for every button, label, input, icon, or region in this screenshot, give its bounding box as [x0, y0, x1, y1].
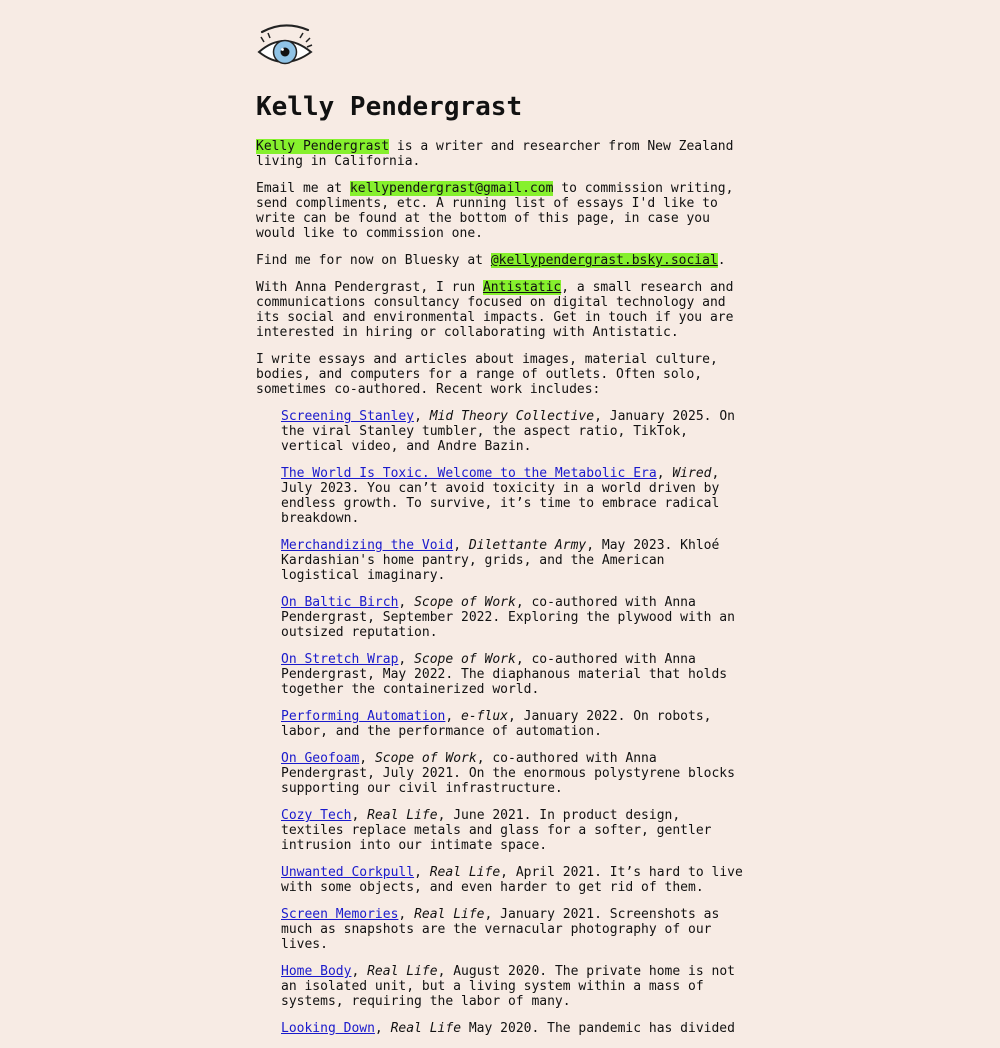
- work-description: , May 2023. Khloé Kardashian's home pantry, grids, and the American logistical imaginary.: [281, 538, 720, 583]
- antistatic-suffix: , a small research and communications consultancy focused on digital technology and its social and environmental impacts. Get in touch if you are interested in hiring or collaborating with Antistatic.: [256, 280, 734, 340]
- work-link[interactable]: Cozy Tech: [281, 808, 352, 823]
- work-link[interactable]: Screen Memories: [281, 907, 399, 922]
- name-highlight: Kelly Pendergrast: [256, 139, 390, 154]
- work-outlet: e-flux: [461, 709, 508, 724]
- work-description: , August 2020. The private home is not an isolated unit, but a living system within a mass of systems, requiring the labor of many.: [281, 964, 735, 1009]
- work-outlet: Wired: [672, 466, 712, 481]
- work-link[interactable]: Unwanted Corkpull: [281, 865, 415, 880]
- bluesky-paragraph: [256, 253, 746, 268]
- work-outlet: Scope of Work: [414, 595, 516, 610]
- work-description: , January 2022. On robots, labor, and the performance of automation.: [281, 709, 712, 739]
- work-link[interactable]: Merchandizing the Void: [281, 538, 454, 553]
- work-link[interactable]: On Geofoam: [281, 751, 360, 766]
- intro-paragraph: [256, 139, 746, 169]
- list-item: The World Is Toxic. Welcome to the Metabolic Era, Wired, July 2023. You can’t avoid toxicity in a world driven by endless growth. To survive, it’s time to embrace radical breakdown.: [281, 466, 720, 526]
- work-outlet: Scope of Work: [414, 652, 516, 667]
- work-description: May 2020. The pandemic has divided: [461, 1021, 735, 1036]
- email-paragraph: [256, 181, 746, 241]
- list-item: Home Body, Real Life, August 2020. The private home is not an isolated unit, but a living system within a mass of systems, requiring the labor of many.: [281, 964, 735, 1009]
- main-content: [256, 139, 746, 1048]
- bluesky-link[interactable]: @kellypendergrast.bsky.social: [490, 253, 718, 268]
- work-description: , June 2021. In product design, textiles replace metals and glass for a softer, gentler intrusion into our intimate space.: [281, 808, 712, 853]
- work-description: , co-authored with Anna Pendergrast, July 2021. On the enormous polystyrene blocks supporting our civil infrastructure.: [281, 751, 735, 796]
- antistatic-prefix: With Anna Pendergrast, I run: [256, 280, 483, 295]
- intro-text: is a writer and researcher from New Zealand living in California.: [256, 139, 734, 169]
- list-item: Unwanted Corkpull, Real Life, April 2021. It’s hard to live with some objects, and even harder to get rid of them.: [281, 865, 743, 895]
- work-outlet: Dilettante Army: [468, 538, 587, 553]
- list-item: Performing Automation, e-flux, January 2022. On robots, labor, and the performance of automation.: [281, 709, 712, 739]
- work-outlet: Real Life: [414, 907, 485, 922]
- work-description: , co-authored with Anna Pendergrast, September 2022. Exploring the plywood with an outsized reputation.: [281, 595, 735, 640]
- work-link[interactable]: On Baltic Birch: [281, 595, 399, 610]
- email-link[interactable]: kellypendergrast@gmail.com: [349, 181, 554, 196]
- work-outlet: Mid Theory Collective: [429, 409, 595, 424]
- list-item: Screening Stanley, Mid Theory Collective, January 2025. On the viral Stanley tumbler, the aspect ratio, TikTok, vertical video, and Andre Bazin.: [281, 409, 735, 454]
- essays-intro: I write essays and articles about images, material culture, bodies, and computers for a range of outlets. Often solo, sometimes co-authored. Recent work includes:: [256, 352, 718, 397]
- email-prefix: Email me at: [256, 181, 350, 196]
- bluesky-suffix: .: [717, 253, 726, 268]
- email-suffix: to commission writing, send compliments, etc. A running list of essays I'd like to write can be found at the bottom of this page, in case you would like to commission one.: [256, 181, 734, 241]
- work-outlet: Scope of Work: [374, 751, 477, 766]
- list-item: Cozy Tech, Real Life, June 2021. In product design, textiles replace metals and glass for a softer, gentler intrusion into our intimate space.: [281, 808, 712, 853]
- antistatic-link[interactable]: Antistatic: [482, 280, 562, 295]
- work-link[interactable]: Performing Automation: [281, 709, 446, 724]
- work-description: , January 2025. On the viral Stanley tumbler, the aspect ratio, TikTok, vertical video, and Andre Bazin.: [281, 409, 735, 454]
- antistatic-paragraph: [256, 280, 746, 340]
- work-link[interactable]: The World Is Toxic. Welcome to the Metabolic Era: [281, 466, 657, 481]
- work-link[interactable]: Screening Stanley: [281, 409, 415, 424]
- list-item: Looking Down, Real Life May 2020. The pandemic has divided: [281, 1021, 735, 1036]
- work-outlet: Real Life: [367, 964, 438, 979]
- works-list: [256, 409, 746, 1036]
- page-title: Kelly Pendergrast: [256, 92, 523, 122]
- list-item: Merchandizing the Void, Dilettante Army, May 2023. Khloé Kardashian's home pantry, grids, and the American logistical imaginary.: [281, 538, 720, 583]
- eye-icon: [256, 22, 314, 70]
- list-item: On Baltic Birch, Scope of Work, co-authored with Anna Pendergrast, September 2022. Exploring the plywood with an outsized reputation.: [281, 595, 735, 640]
- work-link[interactable]: Looking Down: [281, 1021, 375, 1036]
- work-description: , July 2023. You can’t avoid toxicity in a world driven by endless growth. To survive, it’s time to embrace radical breakdown.: [281, 466, 720, 526]
- work-link[interactable]: Home Body: [281, 964, 352, 979]
- list-item: Screen Memories, Real Life, January 2021. Screenshots as much as snapshots are the vernacular photography of our lives.: [281, 907, 720, 952]
- bluesky-prefix: Find me for now on Bluesky at: [256, 253, 491, 268]
- work-description: , co-authored with Anna Pendergrast, May 2022. The diaphanous material that holds together the containerized world.: [281, 652, 728, 697]
- work-description: , April 2021. It’s hard to live with some objects, and even harder to get rid of them.: [281, 865, 743, 895]
- list-item: On Stretch Wrap, Scope of Work, co-authored with Anna Pendergrast, May 2022. The diaphanous material that holds together the containerized world.: [281, 652, 728, 697]
- work-outlet: Real Life: [429, 865, 501, 880]
- work-description: , January 2021. Screenshots as much as snapshots are the vernacular photography of our lives.: [281, 907, 720, 952]
- work-outlet: Real Life: [390, 1021, 462, 1036]
- work-outlet: Real Life: [367, 808, 438, 823]
- work-link[interactable]: On Stretch Wrap: [281, 652, 399, 667]
- list-item: On Geofoam, Scope of Work, co-authored with Anna Pendergrast, July 2021. On the enormous polystyrene blocks supporting our civil infrastructure.: [281, 751, 735, 796]
